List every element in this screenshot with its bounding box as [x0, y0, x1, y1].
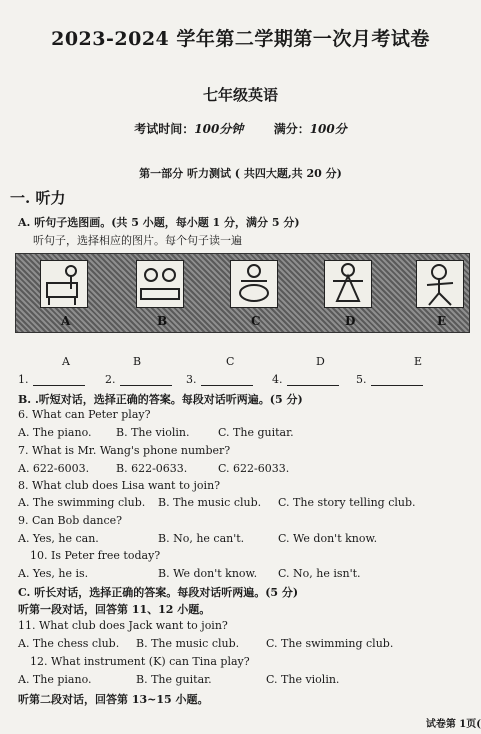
option: B. No, he can't.	[158, 532, 245, 545]
part-b-heading: B. .听短对话，选择正确的答案。每段对话听两遍。(5 分)	[18, 393, 303, 406]
letter-a: A	[62, 355, 70, 368]
time-label: 考试时间：	[134, 122, 195, 136]
option: C. 622-6033.	[218, 462, 290, 475]
question-text: 12. What instrument (K) can Tina play?	[30, 655, 250, 668]
picture-label: E	[437, 314, 447, 328]
option: A. Yes, he can.	[18, 532, 99, 545]
question-text: 7. What is Mr. Wang's phone number?	[18, 444, 231, 457]
question-text: 10. Is Peter free today?	[30, 549, 161, 562]
picture-b-kids-icon	[136, 260, 184, 308]
picture-a-piano-icon	[40, 260, 88, 308]
answer-blank-2[interactable]	[105, 373, 172, 386]
section-title: 一. 听力	[10, 189, 66, 207]
option: A. 622-6003.	[18, 462, 90, 475]
picture-label: D	[345, 314, 356, 328]
picture-c-drum-icon	[230, 260, 278, 308]
blank-number: 2.	[105, 373, 116, 386]
dialog-2-instruction: 听第二段对话，回答第 13~15 小题。	[18, 693, 209, 706]
option: C. We don't know.	[278, 532, 378, 545]
option: A. Yes, he is.	[18, 567, 89, 580]
answer-blank-5[interactable]	[356, 373, 423, 386]
letter-d: D	[316, 355, 325, 368]
question-text: 8. What club does Lisa want to join?	[18, 479, 221, 492]
question-text: 6. What can Peter play?	[18, 408, 151, 421]
exam-info	[0, 120, 481, 137]
question-text: 11. What club does Jack want to join?	[18, 619, 228, 632]
blank-number: 5.	[356, 373, 367, 386]
option: B. The guitar.	[136, 673, 212, 686]
option: C. The swimming club.	[266, 637, 394, 650]
option: A. The chess club.	[18, 637, 120, 650]
picture-label: C	[251, 314, 261, 328]
score-label: 满分：	[273, 122, 310, 136]
answer-blank-1[interactable]	[18, 373, 85, 386]
option: B. The music club.	[136, 637, 240, 650]
option: B. The violin.	[116, 426, 190, 439]
picture-strip	[15, 253, 470, 333]
page-footer: 试卷第 1页(	[425, 719, 481, 730]
option: C. The violin.	[266, 673, 340, 686]
part-a-instruction: 听句子，选择相应的图片。每个句子读一遍	[33, 234, 242, 247]
letter-c: C	[226, 355, 235, 368]
option: B. We don't know.	[158, 567, 258, 580]
part-heading: 第一部分 听力测试 ( 共四大题,共 20 分)	[139, 167, 342, 180]
letter-b: B	[133, 355, 142, 368]
option: B. The music club.	[158, 496, 262, 509]
picture-d-dancer-icon	[324, 260, 372, 308]
picture-label: A	[61, 314, 71, 328]
option: A. The piano.	[18, 426, 92, 439]
option: C. The story telling club.	[278, 496, 416, 509]
time-value: 100分钟	[194, 122, 244, 136]
blank-number: 4.	[272, 373, 283, 386]
part-a-heading: A. 听句子选图画。(共 5 小题，每小题 1 分，满分 5 分)	[18, 216, 300, 229]
dialog-1-instruction: 听第一段对话，回答第 11、12 小题。	[18, 603, 211, 616]
option: B. 622-0633.	[116, 462, 188, 475]
option: A. The swimming club.	[18, 496, 146, 509]
blank-number: 1.	[18, 373, 29, 386]
score-value: 100分	[309, 122, 347, 136]
question-text: 9. Can Bob dance?	[18, 514, 123, 527]
subject-title: 七年级英语	[202, 86, 278, 104]
blank-number: 3.	[186, 373, 197, 386]
option: C. The guitar.	[218, 426, 294, 439]
picture-label: B	[157, 314, 168, 328]
option: A. The piano.	[18, 673, 92, 686]
letter-e: E	[414, 355, 423, 368]
answer-blank-3[interactable]	[186, 373, 253, 386]
answer-blank-4[interactable]	[272, 373, 339, 386]
page-title: 2023-2024 学年第二学期第一次月考试卷	[51, 28, 430, 50]
option: C. No, he isn't.	[278, 567, 361, 580]
part-c-heading: C. 听长对话，选择正确的答案。每段对话听两遍。(5 分)	[18, 586, 299, 599]
picture-e-boy-icon	[416, 260, 464, 308]
